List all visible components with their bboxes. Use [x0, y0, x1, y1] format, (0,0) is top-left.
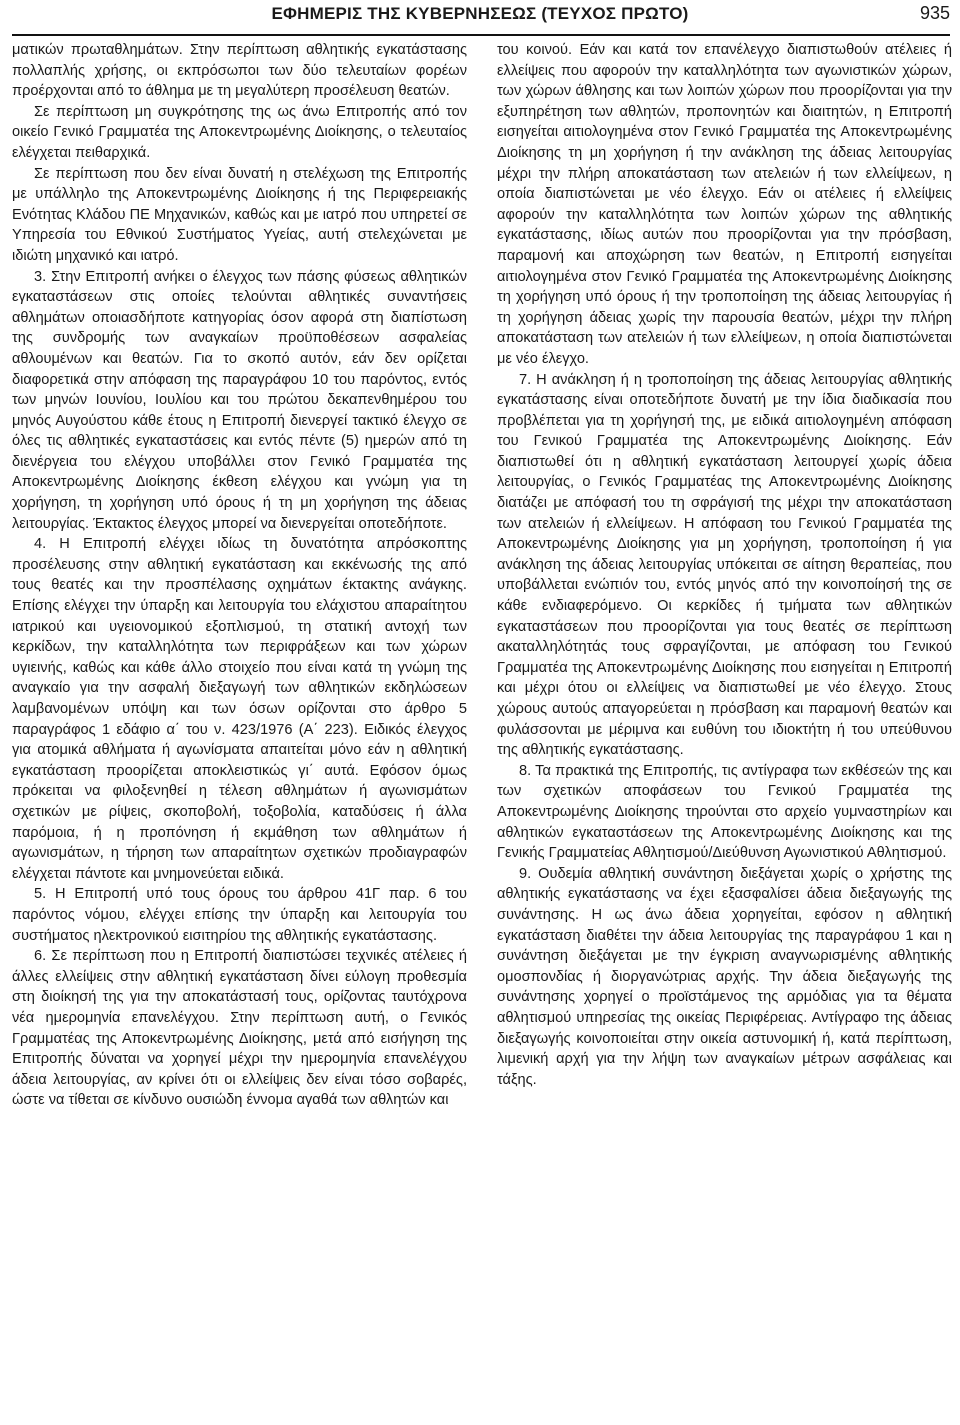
right-column — [497, 40, 952, 1090]
header-rule — [12, 34, 950, 36]
left-column — [12, 40, 467, 1111]
paragraph: του κοινού. Εάν και κατά τον επανέλεγχο διαπιστωθούν ατέλειες ή ελλείψεις που αφορούν την καταλληλότητα των αγωνιστικών χώρων, των χώρων άθλησης και των λοιπών χώρων που προορίζονται για την εξυπηρέτηση των αθλητών, προπονητών και διαιτητών, η Επιτροπή εισηγείται αιτιολογημένα στον Γενικό Γραμματέα της Αποκεντρωμένης Διοίκησης τη μη χορήγηση ή την ανάκληση της άδειας λειτουργίας μέχρι την πλήρη αποκατάσταση των ατελειών ή των ελλείψεων, η οποία διαπιστώνεται με νέο έλεγχο. Εάν οι ατέλειες ή ελλείψεις αφορούν την καταλληλότητα των λοιπών χώρων της αθλητικής εγκατάστασης, ιδίως αυτών που προορίζονται για την πρόσβαση, παραμονή και αποχώρηση των θεατών, η Επιτροπή εισηγείται αιτιολογημένα στον Γενικό Γραμματέα της Αποκεντρωμένης Διοίκησης τη χορήγηση υπό όρους ή την τροποποίηση της άδειας λειτουργίας ή τη χορήγηση άδειας χωρίς την παρουσία θεατών, μέχρι την πλήρη αποκατάσταση των ατελειών ή των ελλείψεων, η οποία διαπιστώνεται με νέο έλεγχο. — [497, 42, 952, 367]
paragraph: 6. Σε περίπτωση που η Επιτροπή διαπιστώσει τεχνικές ατέλειες ή άλλες ελλείψεις στην αθλητική εγκατάσταση δίνει εύλογη προθεσμία στη διοίκησή της για την αποκατάστασή τους, ορίζοντας ταυτόχρονα νέα ημερομηνία επανελέγχου. Στην περίπτωση αυτή, ο Γενικός Γραμματέας της Αποκεντρωμένης Διοίκησης, μετά από εισήγηση της Επιτροπής δύναται να χορηγεί μέχρι την ημερομηνία επανελέγχου άδεια λειτουργίας, αν κρίνει ότι οι ελλείψεις δεν είναι τόσο σοβαρές, ώστε να τίθεται σε κίνδυνο ουσιώδη έννομα αγαθά των αθλητών και — [12, 948, 467, 1109]
paragraph: Σε περίπτωση μη συγκρότησης της ως άνω Επιτροπής από τον οικείο Γενικό Γραμματέα της Αποκεντρωμένης Διοίκησης, ο τελευταίος ελέγχεται πειθαρχικά. — [12, 103, 467, 161]
journal-title: ΕΦΗΜΕΡΙΣ ΤΗΣ ΚΥΒΕΡΝΗΣΕΩΣ (ΤΕΥΧΟΣ ΠΡΩΤΟ) — [271, 4, 689, 23]
paragraph: 7. Η ανάκληση ή η τροποποίηση της άδειας λειτουργίας αθλητικής εγκατάστασης είναι οποτεδήποτε δυνατή με την ίδια διαδικασία που προβλέπεται για τη χορήγησή της, με ειδικά αιτιολογημένη απόφαση του Γενικού Γραμματέα της Αποκεντρωμένης Διοίκησης. Εάν διαπιστωθεί ότι η αθλητική εγκατάσταση λειτουργεί χωρίς άδεια λειτουργίας, ο Γενικός Γραμματέας της Αποκεντρωμένης Διοίκησης διατάζει με απόφασή του τη σφράγισή της μέχρι την αποκατάσταση των ατελειών ή ελλείψεων. Η απόφαση του Γενικού Γραμματέα της Αποκεντρωμένης Διοίκησης για μη χορήγηση, τροποποίηση ή για ανάκληση της άδειας λειτουργίας υπόκειται σε αίτηση θεραπείας, που υποβάλλεται ενώπιόν του, εντός μηνός από την κοινοποίησή της σε κάθε ενδιαφερόμενο. Οι κερκίδες ή τμήματα των αθλητικών εγκαταστάσεων που προορίζονται για τους θεατές σε περίπτωση ακαταλληλότητάς τους σφραγίζονται, με απόφαση του Γενικού Γραμματέα της Αποκεντρωμένης Διοίκησης που εισηγείται η Επιτροπή και μέχρι ότου οι ελλείψεις να διαπιστωθεί με νέο έλεγχο. Στους χώρους αυτούς απαγορεύεται η πρόσβαση και παραμονή θεατών και φυλάσσονται με μέριμνα και ευθύνη του ιδιοκτήτη ή του υπεύθυνου της αθλητικής εγκατάστασης. — [497, 371, 952, 759]
paragraph: 8. Τα πρακτικά της Επιτροπής, τις αντίγραφα των εκθέσεών της και των σχετικών αποφάσεων του Γενικού Γραμματέα της Αποκεντρωμένης Διοίκησης τηρούνται στο αρχείο γυμναστηρίων και αθλητικών εγκαταστάσεων της Αποκεντρωμένης Διοίκησης και της Γενικής Γραμματείας Αθλητισμού/Διεύθυνση Αγωνιστικού Αθλητισμού. — [497, 762, 952, 862]
paragraph: Σε περίπτωση που δεν είναι δυνατή η στελέχωση της Επιτροπής με υπάλληλο της Αποκεντρωμένης Διοίκησης ή της Περιφερειακής Ενότητας Κλάδου ΠΕ Μηχανικών, καθώς και με ιατρό που υπηρετεί σε Υπηρεσία του Εθνικού Συστήματος Υγείας, αυτή στελεχώνεται με ιδιώτη μηχανικό και ιατρό. — [12, 165, 467, 264]
paragraph: 3. Στην Επιτροπή ανήκει ο έλεγχος των πάσης φύσεως αθλητικών εγκαταστάσεων στις οποίες τελούνται αθλητικές συναντήσεις αθλημάτων οποιασδήποτε κατηγορίας όσον αφορά στη διαπίστωση της συνδρομής των αναγκαίων προϋποθέσεων ασφαλείας αθλουμένων και θεατών. Για το σκοπό αυτόν, εάν δεν ορίζεται διαφορετικά στην απόφαση της παραγράφου 10 του παρόντος, εντός των μηνών Ιουνίου, Ιουλίου και του πρώτου δεκαπενθημέρου του μηνός Αυγούστου κάθε έτους η Επιτροπή διενεργεί τακτικό έλεγχο σε όλες τις αθλητικές εγκαταστάσεις και εντός πέντε (5) ημερών από τη διενέργεια του ελέγχου υποβάλλει στον Γενικό Γραμματέα της Αποκεντρωμένης Διοίκησης έκθεση ελέγχου και γνώμη για τη χορήγηση, τη χορήγηση υπό όρους ή τη μη χορήγηση της άδειας λειτουργίας. Έκτακτος έλεγχος μπορεί να διενεργείται οποτεδήποτε. — [12, 268, 467, 532]
page-number: 935 — [919, 3, 950, 23]
paragraph: ματικών πρωταθλημάτων. Στην περίπτωση αθλητικής εγκατάστασης πολλαπλής χρήσης, οι εκπρόσωποι των δύο τελευταίων φορέων προέρχονται από το άθλημα με τη μεγαλύτερη προσέλευση θεατών. — [12, 42, 467, 100]
paragraph: 9. Ουδεμία αθλητική συνάντηση διεξάγεται χωρίς ο χρήστης της αθλητικής εγκατάστασης να έχει εξασφαλίσει άδεια διεξαγωγής της συνάντησης. Η ως άνω άδεια χορηγείται, εφόσον η αθλητική εγκατάσταση διαθέτει την άδεια λειτουργίας της παραγράφου 1 και η συνάντηση διεξάγεται με την έγκριση αναγνωρισμένης αθλητικής ομοσπονδίας ή διοργανώτριας αρχής. Την άδεια διεξαγωγής της συνάντησης χορηγεί ο προϊστάμενος της αρμόδιας για τα θέματα αθλητισμού υπηρεσίας της οικείας Περιφέρειας. Αντίγραφο της άδειας διεξαγωγής κοινοποιείται στην οικεία αστυνομική ή, κατά περίπτωση, λιμενική αρχή για την λήψη των αναγκαίων μέτρων ασφάλειας και τάξης. — [497, 865, 952, 1088]
paragraph: 4. Η Επιτροπή ελέγχει ιδίως τη δυνατότητα απρόσκοπτης προσέλευσης στην αθλητική εγκατάσταση και εκκένωσής της από τους θεατές και την προσπέλασης οχημάτων έκτακτης ανάγκης. Επίσης ελέγχει την ύπαρξη και λειτουργία του ελάχιστου απαραίτητου ιατρικού και υγειονομικού εξοπλισμού, τη στατική αντοχή των κερκίδων, την καταλληλότητα των περιφράξεων και των χώρων υγιεινής, καθώς και κάθε άλλο στοιχείο που είναι κατά τη γνώμη της αναγκαίο για την ασφαλή διεξαγωγή των αθλητικών εκδηλώσεων λαμβανομένων υπόψη και των όσων ορίζονται στο άρθρο 5 παραγράφος 1 εδάφιο α΄ του ν. 423/1976 (Α΄ 223). Ειδικός έλεγχος για ατομικά αθλήματα ή αγωνίσματα απαιτείται μόνο εάν η αθλητική εγκατάσταση προορίζεται αποκλειστικώς γι΄ αυτά. Εφόσον όμως πρόκειται να φιλοξενηθεί η τέλεση αθλημάτων ή αγωνισμάτων σχετικών με ρίψεις, σκοποβολή, τοξοβολία, καταδύσεις ή άλλα παρόμοια, ή η προπόνηση ή εκμάθηση των αθλημάτων ή αγωνισμάτων, η τήρηση των απαραίτητων σχετικών προδιαγραφών ελέγχεται πάντοτε και μνημονεύεται ειδικά. — [12, 536, 467, 882]
paragraph: 5. Η Επιτροπή υπό τους όρους του άρθρου 41Γ παρ. 6 του παρόντος νόμου, ελέγχει επίσης την ύπαρξη και λειτουργία του συστήματος ηλεκτρονικού εισιτηρίου της αθλητικής εγκατάστασης. — [12, 886, 467, 944]
page-header — [0, 0, 960, 30]
